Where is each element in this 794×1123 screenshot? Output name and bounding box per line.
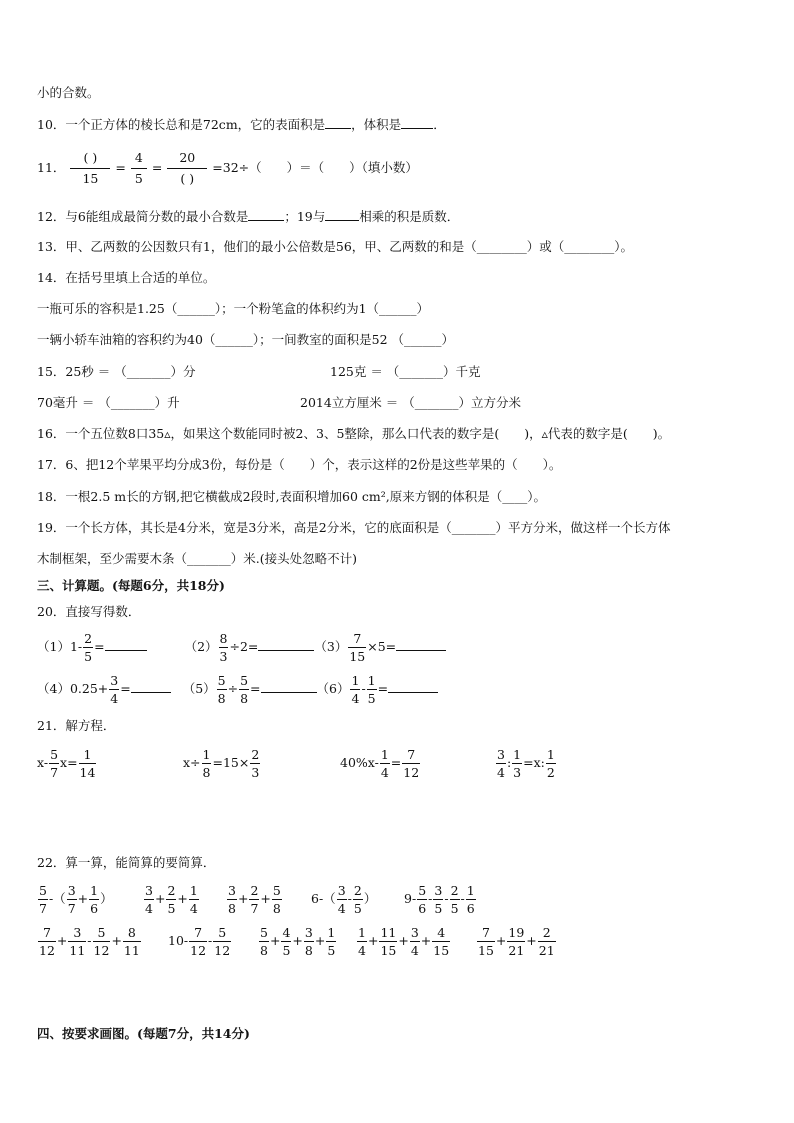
fraction	[433, 882, 443, 917]
numerator: 5	[418, 883, 427, 898]
q11-f2-den: 5	[134, 171, 143, 186]
numerator: 3	[304, 925, 313, 940]
section-3-heading: 三、计算题。(每题6分，共18分)	[37, 578, 225, 593]
answer-blank[interactable]	[261, 680, 317, 693]
numerator: 2	[250, 883, 259, 898]
item-label: （2）	[184, 639, 218, 654]
numerator: 4	[432, 924, 450, 942]
operator: +	[154, 891, 166, 906]
question-21: 21．解方程．	[37, 718, 116, 733]
q10-text-a: 10．一个正方体的棱长总和是72cm，它的表面积是	[37, 117, 326, 132]
denominator: 8	[217, 691, 226, 706]
fraction	[239, 672, 249, 707]
fraction	[402, 746, 420, 781]
equation-3	[340, 744, 421, 782]
q11-f3-den[interactable]: ( )	[180, 171, 195, 186]
fraction	[348, 630, 366, 665]
numerator: 7	[402, 746, 420, 764]
operator: ÷2=	[229, 639, 259, 654]
denominator: 7	[250, 901, 259, 916]
operator: =	[377, 681, 389, 696]
answer-blank[interactable]	[388, 680, 438, 693]
numerator: 4	[282, 925, 291, 940]
q20-item-5	[182, 673, 317, 706]
q11-eq-1: =	[115, 160, 126, 175]
question-15-a1: 15．25秒 ＝ （_______）分	[37, 364, 196, 379]
fraction	[380, 746, 390, 781]
fraction	[546, 746, 556, 781]
numerator: 11	[380, 925, 397, 940]
q20-item-4	[37, 673, 171, 706]
denominator: 8	[202, 765, 211, 780]
denominator: 4	[358, 943, 366, 958]
denominator: 15	[478, 943, 494, 958]
q11-fraction-2	[131, 148, 147, 189]
denominator: 5	[353, 901, 362, 916]
q12-text-b: ；19与	[284, 209, 326, 224]
calc-7	[168, 922, 232, 960]
denominator: 15	[349, 649, 366, 664]
numerator: 2	[538, 924, 556, 942]
q11-number: 11．	[37, 160, 66, 175]
fraction	[507, 924, 525, 959]
q12-text-a: 12．与6能组成最简分数的最小合数是	[37, 209, 249, 224]
operator: 6-（	[311, 891, 336, 906]
q11-fraction-1	[70, 148, 110, 189]
numerator: 1	[513, 747, 522, 762]
numerator: 5	[217, 673, 226, 688]
question-11	[37, 148, 418, 189]
question-14-line-2: 一辆小轿车油箱的容积约为40（______）；一间教室的面积是52 （______）	[37, 332, 455, 347]
calc-5	[404, 880, 477, 918]
numerator: 7	[38, 924, 56, 942]
denominator: 21	[538, 943, 555, 958]
numerator: 2	[251, 747, 260, 762]
operator: 9-	[404, 891, 417, 906]
calc-4	[311, 880, 376, 918]
q11-fraction-3	[167, 148, 207, 189]
operator: -	[208, 933, 213, 948]
numerator: 3	[67, 883, 76, 898]
continued-text: 小的合数。	[37, 85, 100, 100]
numerator: 1	[367, 673, 376, 688]
numerator: 2	[84, 631, 93, 646]
operator: +	[314, 933, 326, 948]
question-13: 13．甲、乙两数的公因数只有1，他们的最小公倍数是56，甲、乙两数的和是（________）或（________）。	[37, 239, 634, 254]
denominator: 14	[79, 765, 96, 780]
operator: -（	[48, 891, 66, 906]
eq-middle-2: =x:	[523, 755, 545, 770]
calc-3	[226, 880, 283, 918]
numerator: 3	[228, 883, 236, 898]
denominator: 11	[69, 943, 86, 958]
section-4-heading: 四、按要求画图。(每题7分，共14分)	[37, 1026, 250, 1041]
numerator: 5	[272, 883, 281, 898]
denominator: 5	[167, 901, 176, 916]
question-14-line-1: 一瓶可乐的容积是1.25（______）；一个粉笔盒的体积约为1（______）	[37, 301, 430, 316]
numerator: 2	[450, 883, 459, 898]
numerator: 3	[68, 924, 86, 942]
denominator: 8	[240, 691, 249, 706]
denominator: 12	[214, 943, 231, 958]
denominator: 6	[90, 901, 99, 916]
numerator: 1	[351, 673, 360, 688]
answer-blank[interactable]	[105, 638, 147, 651]
fraction	[109, 672, 119, 707]
fraction	[259, 924, 269, 959]
denominator: 4	[380, 765, 389, 780]
calc-9	[356, 922, 451, 960]
numerator: 3	[337, 883, 346, 898]
question-18: 18．一根2.5 m长的方钢,把它横截成2段时,表面积增加60 cm²,原来方钢的体积是（____）。	[37, 489, 546, 504]
fraction	[350, 672, 360, 707]
denominator: 6	[466, 901, 475, 916]
fraction	[68, 924, 86, 959]
eq-prefix: x-	[37, 755, 49, 770]
operator: -	[460, 891, 465, 906]
operator: ）	[100, 891, 113, 906]
denominator: 15	[433, 943, 450, 958]
denominator: 7	[39, 901, 47, 916]
item-prefix: 1-	[69, 639, 83, 654]
fraction	[538, 924, 556, 959]
operator: -	[347, 891, 352, 906]
numerator: 3	[145, 883, 153, 898]
fraction	[83, 630, 93, 665]
operator: 10-	[168, 933, 189, 948]
operator: -	[87, 933, 92, 948]
q12-blank-2[interactable]	[325, 208, 359, 221]
fraction	[304, 924, 314, 959]
fraction	[496, 746, 506, 781]
item-label: （4）	[37, 681, 70, 696]
q11-f1-den: 15	[82, 171, 99, 186]
numerator: 19	[508, 925, 525, 940]
denominator: 21	[508, 943, 525, 958]
operator: -	[428, 891, 433, 906]
numerator: 8	[219, 631, 228, 646]
numerator: 2	[353, 883, 362, 898]
fraction	[337, 882, 347, 917]
q10-blank-area[interactable]	[325, 116, 351, 129]
denominator: 12	[39, 943, 55, 958]
fraction	[379, 924, 397, 959]
answer-blank[interactable]	[258, 638, 314, 651]
numerator: 7	[189, 924, 207, 942]
numerator: 5	[260, 925, 268, 940]
denominator: 12	[190, 943, 207, 958]
item-label: （1）	[37, 639, 70, 654]
denominator: 2	[546, 765, 555, 780]
numerator: 2	[167, 883, 176, 898]
numerator: 3	[110, 673, 119, 688]
q20-item-2	[184, 631, 315, 664]
operator: ÷	[227, 681, 239, 696]
denominator: 5	[84, 649, 93, 664]
fraction	[79, 746, 97, 781]
denominator: 4	[497, 765, 505, 780]
numerator: 1	[358, 925, 366, 940]
operator: ×5=	[367, 639, 397, 654]
fraction	[477, 924, 495, 959]
fraction	[450, 882, 460, 917]
q20-row-1	[37, 628, 446, 666]
denominator: 5	[282, 943, 291, 958]
denominator: 5	[434, 901, 443, 916]
denominator: 4	[145, 901, 153, 916]
fraction	[166, 882, 176, 917]
eq-middle: =15×	[212, 755, 250, 770]
equation-1	[37, 744, 97, 782]
denominator: 5	[450, 901, 459, 916]
fraction	[89, 882, 99, 917]
operator: =	[250, 681, 261, 696]
operator: +	[269, 933, 281, 948]
numerator: 3	[410, 925, 419, 940]
q10-blank-volume[interactable]	[401, 116, 433, 129]
denominator: 11	[123, 943, 140, 958]
fraction	[410, 924, 420, 959]
numerator: 3	[497, 747, 505, 762]
fraction	[217, 672, 227, 707]
fraction	[189, 882, 199, 917]
denominator: 6	[418, 901, 427, 916]
numerator: 1	[380, 747, 389, 762]
denominator: 8	[272, 901, 281, 916]
numerator: 1	[90, 883, 99, 898]
fraction	[466, 882, 476, 917]
numerator: 1	[327, 925, 336, 940]
operator: ）	[363, 891, 377, 906]
question-20: 20．直接写得数．	[37, 604, 141, 619]
item-label: （3）	[314, 639, 348, 654]
q11-f3-num: 20	[167, 148, 207, 169]
fraction	[123, 924, 141, 959]
operator: -	[361, 681, 366, 696]
numerator: 1	[466, 883, 475, 898]
denominator: 4	[110, 691, 119, 706]
answer-blank[interactable]	[131, 680, 171, 693]
q20-item-6	[316, 673, 439, 706]
numerator: 5	[240, 673, 249, 688]
fraction	[512, 746, 522, 781]
calc-8	[258, 922, 337, 960]
q20-row-2	[37, 670, 438, 708]
fraction	[353, 882, 363, 917]
eq-prefix: 40%x-	[340, 755, 379, 770]
fraction	[202, 746, 212, 781]
question-19-line-2: 木制框架，至少需要木条（_______）米.(接头处忽略不计)	[37, 551, 357, 566]
denominator: 3	[219, 649, 228, 664]
question-16: 16．一个五位数8口35▵，如果这个数能同时被2、3、5整除，那么口代表的数字是( )，▵代表的数字是( )。	[37, 426, 671, 441]
operator: +	[177, 891, 188, 906]
numerator: 7	[477, 924, 495, 942]
calc-6	[37, 922, 142, 960]
operator: +	[367, 933, 379, 948]
operator: =	[120, 681, 131, 696]
operator: -	[444, 891, 449, 906]
fraction	[49, 746, 59, 781]
question-22: 22．算一算，能简算的要简算．	[37, 855, 216, 870]
eq-prefix: x÷	[183, 755, 201, 770]
fraction	[281, 924, 291, 959]
numerator: 5	[50, 747, 59, 762]
denominator: 4	[410, 943, 419, 958]
calc-1	[37, 880, 113, 918]
numerator: 8	[123, 924, 141, 942]
denominator: 4	[337, 901, 346, 916]
operator: +	[77, 891, 89, 906]
fraction	[272, 882, 282, 917]
q10-text-c: ．	[433, 117, 446, 132]
question-12	[37, 208, 459, 225]
equation-4	[495, 744, 557, 782]
numerator: 5	[213, 924, 231, 942]
q11-tail: =32÷（ ）＝（ ）（填小数）	[212, 160, 418, 175]
numerator: 1	[79, 746, 97, 764]
operator: +	[56, 933, 68, 948]
equation-2	[183, 744, 261, 782]
fraction	[227, 882, 237, 917]
denominator: 3	[251, 765, 260, 780]
numerator: 5	[93, 924, 111, 942]
fraction	[326, 924, 336, 959]
operator: +	[111, 933, 122, 948]
fraction	[367, 672, 377, 707]
eq-middle: :	[506, 755, 512, 770]
q12-text-c: 相乘的积是质数．	[359, 209, 460, 224]
denominator: 5	[367, 691, 376, 706]
denominator: 15	[380, 943, 397, 958]
numerator: 3	[434, 883, 443, 898]
denominator: 7	[67, 901, 76, 916]
q20-item-3	[314, 631, 446, 664]
fraction	[417, 882, 427, 917]
operator: +	[420, 933, 432, 948]
denominator: 12	[403, 765, 420, 780]
fraction	[249, 882, 259, 917]
fraction	[38, 882, 48, 917]
numerator: 1	[202, 747, 211, 762]
q11-f2-num: 4	[131, 148, 147, 169]
denominator: 8	[304, 943, 313, 958]
q11-f1-num[interactable]: ( )	[70, 148, 110, 169]
eq-middle: x=	[60, 755, 78, 770]
numerator: 7	[348, 630, 366, 648]
item-label: （5）	[182, 681, 216, 696]
question-10	[37, 116, 446, 133]
fraction	[93, 924, 111, 959]
operator: +	[292, 933, 303, 948]
denominator: 4	[351, 691, 360, 706]
denominator: 8	[228, 901, 236, 916]
question-14: 14．在括号里填上合适的单位。	[37, 270, 216, 285]
operator: +	[237, 891, 249, 906]
q11-eq-2: =	[151, 160, 163, 175]
q10-text-b: ，体积是	[351, 117, 402, 132]
fraction	[144, 882, 154, 917]
operator: =	[94, 639, 105, 654]
question-15-b1: 70毫升 ＝ （_______）升	[37, 395, 180, 410]
q20-item-1	[37, 631, 147, 664]
numerator: 5	[39, 883, 47, 898]
question-19-line-1: 19．一个长方体，其长是4分米，宽是3分米，高是2分米，它的底面积是（_______）平方分米，做这样一个长方体	[37, 520, 671, 535]
eq-middle: =	[390, 755, 402, 770]
fraction	[189, 924, 207, 959]
operator: +	[398, 933, 409, 948]
calc-10	[476, 922, 557, 960]
numerator: 1	[189, 883, 198, 898]
denominator: 3	[513, 765, 522, 780]
denominator: 5	[327, 943, 336, 958]
denominator: 8	[260, 943, 268, 958]
question-15-b2: 2014立方厘米 ＝ （_______）立方分米	[300, 395, 522, 410]
denominator: 12	[93, 943, 110, 958]
item-label: （6）	[316, 681, 350, 696]
fraction	[250, 746, 260, 781]
operator: +	[260, 891, 271, 906]
fraction	[432, 924, 450, 959]
answer-blank[interactable]	[396, 638, 446, 651]
item-prefix: 0.25+	[69, 681, 109, 696]
q12-blank-1[interactable]	[248, 208, 284, 221]
question-15-a2: 125克 ＝ （_______）千克	[330, 364, 481, 379]
operator: +	[526, 933, 537, 948]
fraction	[213, 924, 231, 959]
question-17: 17．6、把12个苹果平均分成3份，每份是（ ）个，表示这样的2份是这些苹果的（ ）。	[37, 457, 562, 472]
calc-2	[143, 880, 200, 918]
fraction	[357, 924, 367, 959]
denominator: 4	[189, 901, 198, 916]
numerator: 1	[546, 747, 555, 762]
denominator: 7	[50, 765, 59, 780]
fraction	[67, 882, 77, 917]
fraction	[38, 924, 56, 959]
operator: +	[495, 933, 507, 948]
fraction	[219, 630, 229, 665]
